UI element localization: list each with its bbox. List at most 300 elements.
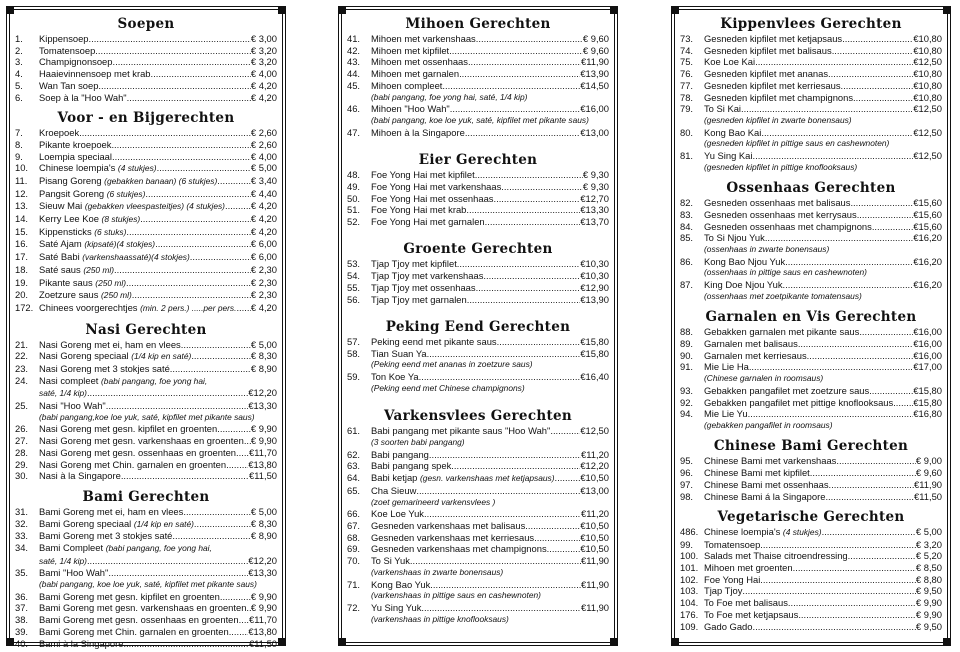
menu-item [680, 585, 942, 597]
item-price: €10,50 [580, 519, 609, 531]
dot-leader [419, 371, 581, 383]
column-content [680, 15, 942, 637]
item-price: € 3,00 [250, 33, 277, 44]
item-price: €12,20 [248, 387, 277, 399]
menu-item [680, 361, 942, 373]
item-name [39, 435, 244, 447]
item-name-text: Foe Yong Hai [704, 573, 761, 585]
item-number: 97. [680, 478, 694, 490]
item-note-row [680, 420, 942, 432]
item-name [704, 385, 869, 397]
item-note-row [680, 115, 942, 127]
item-detail: (1/4 kip en saté) [131, 351, 192, 362]
item-price: € 9,90 [250, 423, 277, 435]
item-name-text: Bami à la Singapore [39, 637, 124, 649]
item-number: 82. [680, 197, 694, 209]
item-name [704, 150, 752, 162]
item-price: € 5,20 [915, 550, 942, 562]
item-price: €11,20 [581, 508, 609, 520]
menu-section [15, 109, 277, 315]
item-name-text: Gesneden varkenshaas met balisaus [371, 519, 526, 531]
item-name [704, 597, 788, 609]
menu-section [347, 15, 609, 138]
menu-section [680, 437, 942, 502]
item-name [39, 56, 113, 68]
item-price: €13,30 [248, 567, 277, 579]
dot-leader [217, 423, 251, 435]
dot-leader [190, 251, 251, 263]
item-number: 36. [15, 590, 29, 602]
item-note: saté, 1/4 kip) [39, 388, 87, 399]
item-price: €16,20 [913, 232, 942, 244]
menu-item [15, 302, 277, 315]
item-number: 52. [347, 215, 361, 227]
item-number: 78. [680, 91, 694, 103]
item-detail: (250 ml) [101, 290, 132, 301]
item-name-text: Tomatensoep [39, 44, 96, 56]
menu-item [347, 460, 609, 472]
item-note-row [347, 115, 609, 127]
item-name [39, 447, 236, 459]
dot-leader [872, 221, 913, 233]
menu-section [15, 321, 277, 482]
item-name [39, 277, 126, 290]
item-price: €10,80 [913, 68, 942, 80]
item-number: 93. [680, 384, 694, 396]
item-number: 80. [680, 126, 694, 138]
menu-item [15, 530, 277, 542]
item-detail: (8 stukjes) [101, 214, 141, 225]
menu-item [347, 68, 609, 80]
menu-item [680, 574, 942, 586]
item-number: 47. [347, 126, 361, 138]
item-price: € 5,00 [250, 162, 277, 174]
item-name [371, 336, 497, 348]
item-price: €13,00 [580, 484, 609, 496]
item-number: 29. [15, 458, 29, 470]
menu-item [347, 56, 609, 68]
dot-leader [741, 103, 913, 115]
item-price: €13,70 [580, 215, 609, 227]
item-number: 20. [15, 289, 29, 301]
item-price: €10,80 [913, 44, 942, 56]
item-number: 62. [347, 448, 361, 460]
menu-item [680, 103, 942, 115]
item-name-text: Gebakken pangafilet met pittige knoflooksaus [704, 396, 894, 408]
item-price: € 3,20 [915, 538, 942, 550]
item-name [371, 216, 485, 228]
item-price: €10,80 [913, 79, 942, 91]
menu-item [680, 92, 942, 104]
dot-leader [239, 614, 249, 626]
item-number: 67. [347, 519, 361, 531]
item-name [39, 400, 106, 412]
dot-leader [836, 455, 916, 467]
menu-item [15, 459, 277, 471]
item-price: € 9,90 [250, 590, 277, 602]
item-name [39, 375, 207, 388]
menu-item [347, 425, 609, 437]
item-number: 57. [347, 336, 361, 348]
item-price: € 2,30 [250, 276, 277, 288]
item-name-text: Bami Goreng met gesn. varkenshaas en groenten [39, 602, 247, 614]
item-number: 1. [15, 33, 23, 44]
menu-item [15, 139, 277, 151]
item-price: € 4,20 [250, 301, 277, 313]
item-price: € 2,60 [250, 127, 277, 139]
menu-item [347, 181, 609, 193]
item-price: € 3,40 [250, 174, 277, 186]
item-name-text: Gesneden ossenhaas met champignons [704, 220, 872, 232]
dot-leader [450, 103, 581, 115]
item-name [39, 530, 172, 542]
item-note: (gesneden kipfilet in zwarte bonensaus) [704, 114, 852, 125]
item-name [371, 45, 449, 57]
section-title: Vegetarische Gerechten [717, 508, 905, 525]
item-price: € 8,50 [915, 562, 942, 574]
item-number: 6. [15, 91, 23, 103]
item-number: 30. [15, 470, 29, 482]
item-name [704, 103, 741, 115]
item-note: (babi pangang, foe yong hai, saté, 1/4 kip) [371, 91, 528, 102]
item-price: €10,30 [580, 258, 609, 270]
dot-leader [220, 591, 251, 603]
dot-leader [752, 621, 915, 633]
item-name-text: Mihoen compleet [371, 79, 443, 91]
menu-item [15, 339, 277, 351]
item-price: € 8,30 [250, 517, 277, 529]
item-number: 71. [347, 578, 361, 590]
item-price: € 8,90 [250, 530, 277, 542]
dot-leader [172, 530, 251, 542]
dot-leader [126, 226, 251, 238]
item-name [39, 226, 126, 239]
item-name [39, 363, 170, 375]
item-number: 176. [680, 608, 699, 620]
item-number: 109. [680, 620, 699, 632]
item-detail: (kipsaté)(4 stokjes) [84, 239, 156, 250]
item-price: €12,50 [913, 150, 942, 162]
item-name-text: Nasi "Hoo Wah" [39, 400, 106, 412]
item-number: 11. [15, 174, 28, 186]
item-name-text: Foe Yong Hai met kipfilet [371, 169, 475, 181]
corner-ornament [278, 638, 286, 646]
dot-leader [859, 326, 913, 338]
dot-leader [893, 397, 913, 409]
menu-item [15, 363, 277, 375]
item-name [371, 425, 550, 437]
dot-leader [225, 200, 251, 212]
item-number: 92. [680, 396, 694, 408]
item-name [39, 423, 217, 435]
item-number: 44. [347, 68, 361, 80]
menu-item [680, 526, 942, 539]
menu-item [347, 520, 609, 532]
item-price: € 4,20 [250, 200, 277, 212]
dot-leader [760, 574, 916, 586]
dot-leader [793, 562, 916, 574]
menu-item [347, 270, 609, 282]
item-name-text: Salads met Thaise citroendressing [704, 550, 848, 562]
item-price: €15,60 [913, 208, 942, 220]
dot-leader [742, 585, 916, 597]
menu-item [347, 371, 609, 383]
menu-item [15, 375, 277, 388]
item-price: € 9,60 [582, 33, 609, 44]
item-price: € 9,50 [915, 620, 942, 632]
item-number: 18. [15, 263, 29, 275]
menu-item [347, 103, 609, 115]
item-price: €11,50 [914, 490, 942, 502]
menu-item [15, 638, 277, 650]
menu-item [347, 294, 609, 306]
item-name [371, 555, 410, 567]
dot-leader [170, 363, 251, 375]
item-name [39, 470, 121, 482]
menu-item [347, 80, 609, 92]
dot-leader [525, 520, 580, 532]
item-number: 9. [15, 150, 23, 162]
item-name-text: Haaievinnensoep met krab [39, 68, 151, 80]
item-note-row [15, 412, 277, 424]
column-content [347, 15, 609, 637]
menu-item [15, 200, 277, 213]
item-name [39, 45, 95, 57]
item-number: 85. [680, 232, 694, 244]
item-number: 28. [15, 446, 29, 458]
item-number: 8. [15, 138, 23, 150]
item-name [39, 302, 236, 315]
dot-leader [848, 550, 916, 562]
item-name-text: Gebakken garnalen met pikante saus [704, 326, 860, 338]
item-name [371, 127, 465, 139]
menu-item [680, 385, 942, 397]
corner-ornament [6, 6, 14, 14]
item-price: €16,20 [913, 279, 942, 291]
item-name-text: Babi pangang [371, 448, 429, 460]
menu-item [347, 485, 609, 497]
dot-leader [547, 543, 581, 555]
item-note: (ossenhaas in zwarte bonensaus) [704, 244, 830, 255]
item-name [704, 550, 848, 562]
menu-item [680, 197, 942, 209]
item-name-text: Pangsit Goreng [39, 187, 105, 199]
menu-item [347, 555, 609, 567]
item-price: € 9,90 [915, 608, 942, 620]
item-number: 22. [15, 350, 29, 362]
item-price: €11,90 [581, 555, 609, 567]
item-name-text: Garnalen met kerriesaus [704, 349, 807, 361]
item-detail: (6 stukjes) [106, 188, 146, 199]
item-number: 66. [347, 508, 361, 520]
item-name-text: To Foe met balisaus [704, 597, 788, 609]
dot-leader [155, 238, 251, 250]
dot-leader [841, 80, 914, 92]
dot-leader [145, 188, 251, 200]
item-name [39, 518, 194, 531]
item-number: 84. [680, 220, 694, 232]
item-name-text: Bami Goreng met ei, ham en vlees [39, 505, 184, 517]
menu-section [347, 318, 609, 395]
item-price: € 5,00 [915, 525, 942, 537]
item-name [39, 459, 226, 471]
dot-leader [748, 408, 914, 420]
item-name [704, 56, 755, 68]
item-note-row [680, 291, 942, 303]
section-title: Groente Gerechten [403, 241, 553, 258]
corner-ornament [610, 638, 618, 646]
item-note-row [347, 383, 609, 395]
item-name [39, 264, 114, 277]
item-number: 65. [347, 484, 361, 496]
menu-item [347, 348, 609, 360]
item-name [371, 181, 501, 193]
dot-leader [244, 435, 251, 447]
item-number: 26. [15, 423, 29, 435]
item-name-text: Tian Suan Ya [371, 347, 427, 359]
menu-item [680, 621, 942, 633]
menu-item [15, 350, 277, 363]
item-price: € 3,20 [250, 56, 277, 68]
item-number: 17. [15, 251, 29, 263]
dot-leader [788, 597, 916, 609]
item-price: €11,70 [249, 614, 277, 626]
menu-item [347, 216, 609, 228]
menu-item [680, 550, 942, 562]
item-name [704, 574, 760, 586]
item-name [704, 221, 872, 233]
dot-leader [483, 270, 580, 282]
item-number: 101. [680, 562, 699, 574]
item-name [39, 80, 98, 92]
item-detail: (6 stuks) [94, 226, 127, 237]
item-name-text: Nasi Goreng met Chin. garnalen en groenten [39, 458, 227, 470]
item-price: €12,50 [913, 126, 942, 138]
item-detail: (babi pangang, foe yong hai, [101, 375, 208, 386]
dot-leader [106, 400, 249, 412]
section-title: Kippenvlees Gerechten [720, 16, 902, 32]
menu-column-2 [338, 6, 618, 646]
item-note: (babi pangang, koe loe yuk, saté, kipfilet met pikante saus) [371, 114, 589, 125]
dot-leader [761, 127, 913, 139]
item-note: (varkenshaas in pittige knoflooksaus) [371, 613, 509, 624]
menu-item [680, 256, 942, 268]
item-name-text: Koe Loe Yuk [371, 508, 424, 520]
item-name-text: Tjap Tjoy met kipfilet [371, 258, 457, 270]
item-number: 94. [680, 408, 694, 420]
item-name-text: King Doe Njou Yuk [704, 279, 783, 291]
item-price: € 9,30 [582, 180, 609, 192]
dot-leader [194, 518, 251, 530]
item-number: 76. [680, 68, 694, 80]
item-name [704, 127, 761, 139]
menu-section [15, 15, 277, 103]
menu-item [680, 467, 942, 479]
item-number: 16. [15, 238, 29, 250]
menu-item [15, 56, 277, 68]
item-name [371, 449, 429, 461]
item-number: 58. [347, 347, 361, 359]
item-name-text: Tjap Tjoy met varkenshaas [371, 270, 484, 282]
item-name [371, 371, 419, 383]
dot-leader [229, 626, 249, 638]
dot-leader [89, 33, 251, 45]
item-name-text: Bami Compleet [39, 541, 104, 553]
dot-leader [798, 338, 914, 350]
item-name-text: To Si Kai [704, 103, 741, 115]
item-name-text: Gesneden varkenshaas met champignons [371, 543, 547, 555]
item-price: € 9,90 [250, 602, 277, 614]
corner-ornament [278, 6, 286, 14]
item-detail: (250 ml) [83, 264, 115, 275]
item-name-text: Ton Koe Ya [371, 371, 419, 383]
dot-leader [807, 350, 914, 362]
menu-item [347, 193, 609, 205]
dot-leader [114, 264, 251, 276]
item-name-text: Kong Bao Njou Yuk [704, 255, 786, 267]
item-price: € 9,90 [250, 435, 277, 447]
item-number: 5. [15, 79, 23, 91]
item-price: €11,70 [249, 446, 277, 458]
menu-item [15, 162, 277, 175]
dot-leader [485, 216, 581, 228]
item-price: € 4,20 [250, 213, 277, 225]
dot-leader [424, 508, 581, 520]
menu-item [680, 326, 942, 338]
item-name [704, 80, 841, 92]
item-price: € 5,00 [250, 505, 277, 517]
item-price: €13,80 [248, 625, 277, 637]
item-number: 35. [15, 567, 29, 579]
menu-item [15, 92, 277, 104]
corner-ornament [671, 6, 679, 14]
corner-ornament [6, 638, 14, 646]
menu-item [680, 408, 942, 420]
item-price: € 6,00 [250, 251, 277, 263]
item-name [371, 80, 442, 92]
item-number: 46. [347, 103, 361, 115]
dot-leader [501, 181, 583, 193]
item-name [39, 626, 229, 638]
menu-item [680, 232, 942, 244]
item-note-row [347, 359, 609, 371]
dot-leader [465, 127, 580, 139]
corner-ornament [943, 638, 951, 646]
item-price: €12,50 [580, 425, 609, 437]
menu-section [347, 151, 609, 228]
item-number: 90. [680, 349, 694, 361]
dot-leader [829, 479, 914, 491]
menu-item [15, 614, 277, 626]
item-note: (ossenhaas in pittige saus en cashewnoten) [704, 267, 867, 278]
section-title: Mihoen Gerechten [405, 16, 551, 32]
item-name-text: Mihoen met groenten [704, 562, 793, 574]
item-number: 10. [15, 162, 29, 174]
item-name-text: Saté Ajam [39, 238, 82, 250]
item-name [371, 169, 475, 181]
item-name-text: To Foe met ketjapsaus [704, 608, 799, 620]
item-detail: (4 stukjes) [782, 526, 822, 537]
item-number: 88. [680, 326, 694, 338]
item-number: 32. [15, 517, 29, 529]
item-detail: (gebakken vleespasteitjes) (4 stukjes) [84, 201, 225, 212]
item-number: 23. [15, 362, 29, 374]
menu-item [680, 56, 942, 68]
item-name-text: Gesneden varkenshaas met kerriesaus [371, 531, 535, 543]
item-price: €10,30 [580, 270, 609, 282]
item-price: €15,80 [913, 384, 942, 396]
item-name [371, 485, 416, 497]
